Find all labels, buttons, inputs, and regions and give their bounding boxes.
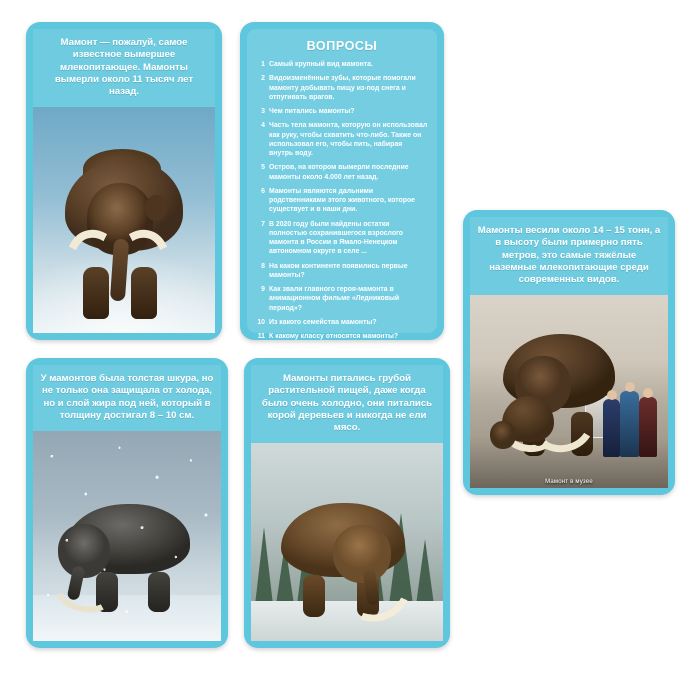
- questions-list: [256, 60, 428, 341]
- falling-snow-overlay: [33, 431, 221, 641]
- card-text: У мамонтов была толстая шкура, но не только она защищала от холода, но и слой жира под ней, который в толщину достигал 8 – 10 см.: [33, 365, 221, 431]
- list-item: [256, 285, 428, 313]
- question-text: Чем питались мамонты?: [269, 108, 355, 115]
- list-item: [256, 121, 428, 158]
- question-number: 9: [261, 286, 265, 293]
- mammoth-figure: [269, 497, 417, 617]
- list-item: [256, 262, 428, 281]
- card-mammoth-weight[interactable]: [463, 210, 675, 495]
- visitor-head: [625, 382, 635, 392]
- card-questions[interactable]: [240, 22, 444, 340]
- question-number: 10: [257, 318, 265, 326]
- question-text: На каком континенте появились первые мамонты?: [269, 262, 408, 279]
- card-inner: [33, 365, 221, 641]
- list-item: [256, 332, 428, 341]
- question-text: Самый крупный вид мамонта.: [269, 61, 373, 68]
- list-item: [256, 187, 428, 215]
- list-item: [256, 220, 428, 257]
- mammoth-on-ice-photo: [33, 107, 215, 333]
- card-mammoth-food[interactable]: [244, 358, 450, 648]
- question-text: Часть тела мамонта, которую он использовал как руку, чтобы схватить что-либо. Также он использовал его, чтобы пить, набирая внутрь воду.: [269, 122, 428, 157]
- visitor: [620, 391, 639, 457]
- question-number: 8: [261, 262, 265, 270]
- question-number: 1: [261, 61, 265, 68]
- questions-panel: [247, 29, 437, 354]
- question-number: 3: [261, 108, 265, 115]
- mammoth-ear: [145, 195, 167, 221]
- visitor: [603, 399, 620, 457]
- card-mammoth-intro[interactable]: [26, 22, 222, 340]
- question-number: 6: [261, 187, 265, 195]
- card-inner: [33, 29, 215, 333]
- question-number: 2: [261, 75, 265, 83]
- card-inner: [247, 29, 437, 340]
- list-item: [256, 107, 428, 116]
- visitor: [639, 397, 657, 457]
- list-item: [256, 60, 428, 69]
- question-text: В 2020 году были найдены остатки полностью сохранившегося взрослого мамонта в России в Ямало-Ненецком автономном округе в селе ...: [269, 220, 404, 256]
- mammoth-figure: [49, 149, 199, 319]
- baby-mammoth-head: [490, 421, 516, 449]
- card-text: Мамонты питались грубой растительной пищей, даже когда было очень холодно, они питались корой деревьев и никогда не ели мясо.: [251, 365, 443, 443]
- tree: [416, 539, 434, 605]
- mammoth-leg: [303, 575, 325, 617]
- list-item: [256, 74, 428, 102]
- question-text: Мамонты являются дальними родственниками этого животного, которое существует и в наши дни.: [269, 187, 415, 214]
- card-mammoth-skin[interactable]: [26, 358, 228, 648]
- list-item: [256, 163, 428, 182]
- question-text: Из какого семейства мамонты?: [269, 318, 377, 326]
- question-text: Как звали главного героя-мамонта в анимационном фильме «Ледниковый период»?: [269, 286, 400, 312]
- museum-visitors: [573, 376, 660, 457]
- mammoth-in-winter-forest-photo: [251, 443, 443, 641]
- question-number: 7: [261, 220, 265, 228]
- card-inner: [470, 217, 668, 488]
- visitor-head: [607, 390, 617, 400]
- visitor-head: [643, 388, 653, 398]
- card-inner: [251, 365, 443, 641]
- questions-title: ВОПРОСЫ: [306, 39, 378, 53]
- question-text: Остров, на котором вымерли последние мамонты около 4.000 лет назад.: [269, 164, 409, 181]
- photo-caption: Мамонт в музее: [545, 479, 593, 485]
- list-item: [256, 318, 428, 327]
- mammoth-in-museum-photo: [470, 295, 668, 488]
- question-number: 5: [261, 164, 265, 172]
- question-text: К какому классу относятся мамонты?: [269, 333, 399, 340]
- mammoth-in-snowstorm-photo: [33, 431, 221, 641]
- card-text: Мамонты весили около 14 – 15 тонн, а в высоту были примерно пять метров, это самые тяжёлые наземные млекопитающие среди современных видов.: [470, 217, 668, 295]
- question-number: 4: [261, 122, 265, 130]
- card-text: Мамонт — пожалуй, самое известное вымершее млекопитающее. Мамонты вымерли около 11 тысяч лет назад.: [33, 29, 215, 107]
- question-text: Видоизменённые зубы, которые помогали мамонту добывать пищу из-под снега и отпугивать врагов.: [269, 75, 416, 101]
- question-number: 11: [257, 333, 265, 340]
